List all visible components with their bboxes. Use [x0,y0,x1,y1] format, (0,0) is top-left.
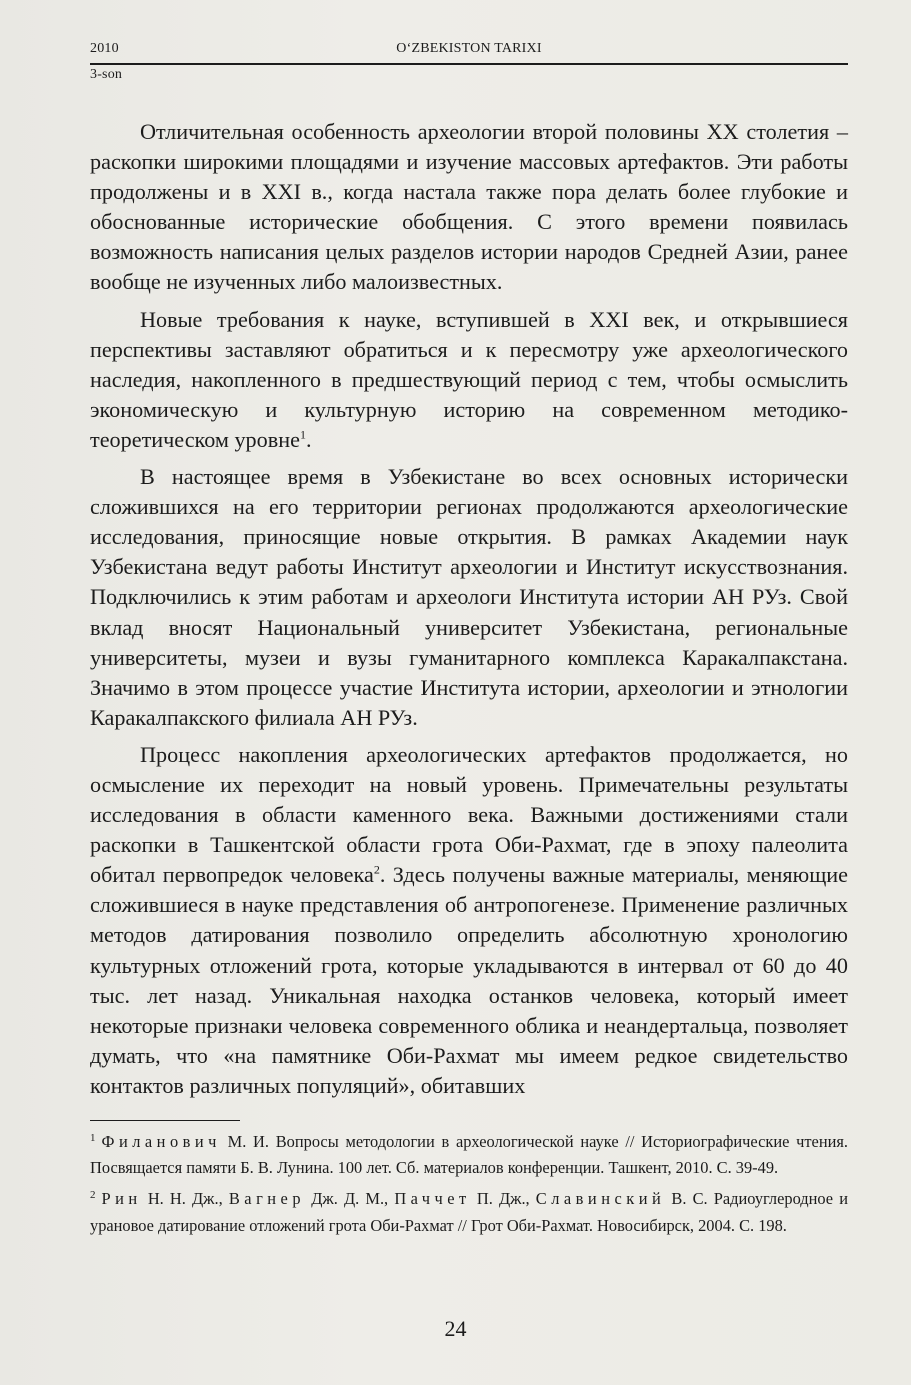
header-year: 2010 [90,41,119,56]
paragraph-3: В настоящее время в Узбекистане во всех основных исторически сложившихся на его территории регионах продолжаются археологические исследования, приносящие новые открытия. В рамках Академии наук Узбекистана ведут работы Институт археологии и Институт искусствознания. Подключились к этим работам и археологи Института истории АН РУз. Свой вклад вносят Национальный университет Узбекистана, региональные университеты, музеи и вузы гуманитарного комплекса Каракалпакстана. Значимо в этом процессе участие Института истории, археологии и этнологии Каракалпакского филиала АН РУз. [90,464,848,730]
header-journal-title: O‘ZBEKISTON TARIXI [396,41,542,56]
footnote-1 [90,1129,848,1181]
header-issue: 3-son [90,67,123,82]
footnote-2-author-2: Вагнер [228,1189,306,1209]
footnote-2-initials-2: Дж. Д. М., [305,1189,395,1209]
header-rule [90,63,848,65]
footnote-1-text: М. И. Вопросы методологии в археологической науке // Историографические чтения. Посвящается памяти Б. В. Лунина. 100 лет. Сб. материалов конференции. Ташкент, 2010. С. 39-49. [90,1132,848,1178]
footnote-1-author: Филанович [101,1132,221,1151]
footnote-ref-1: 1 [299,427,306,442]
footnote-2-number: 2 [90,1188,96,1201]
footnote-ref-2: 2 [373,862,380,877]
footnote-separator [90,1120,240,1121]
footnote-2-text: В. С. Радиоуглеродное и урановое датирование отложений грота Оби-Рахмат // Грот Оби-Рахмат. Новосибирск, 2004. С. 198. [90,1189,848,1235]
footnote-2-author-4: Славинский [535,1189,666,1209]
main-text [90,117,848,1108]
footnotes [90,1129,848,1244]
paragraph-4-text-b: . Здесь получены важные материалы, меняющие сложившиеся в науке представления об антропогенезе. Применение различных методов датирования позволило определить абсолютную хронологию культурных отложений грота, которые укладываются в интервал от 60 до 40 тыс. лет назад. Уникальная находка останков человека, который имеет некоторые признаки человека современного облика и неандертальца, позволяет думать, что «на памятнике Оби-Рахмат мы имеем редкое свидетельство контактов различных популяций», обитавших [90,862,848,1098]
footnote-2-author-3: Паччет [394,1189,471,1209]
paragraph-4-text-a: Процесс накопления археологических артефактов продолжается, но осмысление их переходит на новый уровень. Примечательны результаты исследования в области каменного века. Важными достижениями стали раскопки в Ташкентской области грота Оби-Рахмат, где в эпоху палеолита обитал первопредок человека [90,741,848,888]
footnote-2-initials-1: Н. Н. Дж., [141,1189,229,1209]
footnote-2-initials-3: П. Дж., [470,1189,536,1209]
paragraph-4 [90,740,848,1101]
paragraph-2 [90,305,848,455]
paragraph-2-text: Новые требования к науке, вступившей в XXI век, и открывшиеся перспективы заставляют обратиться и к пересмотру уже археологического наследия, накопленного в предшествующий период с тем, чтобы осмыслить экономическую и культурную историю на современном методико-теоретическом уровне [90,306,848,452]
page-number: 24 [444,1316,467,1341]
footnote-2-author-1: Рин [101,1189,142,1209]
paragraph-1: Отличительная особенность археологии второй половины XX столетия – раскопки широкими площадями и изучение массовых артефактов. Эти работы продолжены и в XXI в., когда настала также пора делать более глубокие и обоснованные исторические обобщения. С этого времени появилась возможность написания целых разделов истории народов Средней Азии, ранее вообще не изученных либо малоизвестных. [90,119,848,295]
footnote-2 [90,1186,848,1238]
paragraph-2-period: . [305,426,312,452]
footnote-1-number: 1 [90,1131,96,1144]
